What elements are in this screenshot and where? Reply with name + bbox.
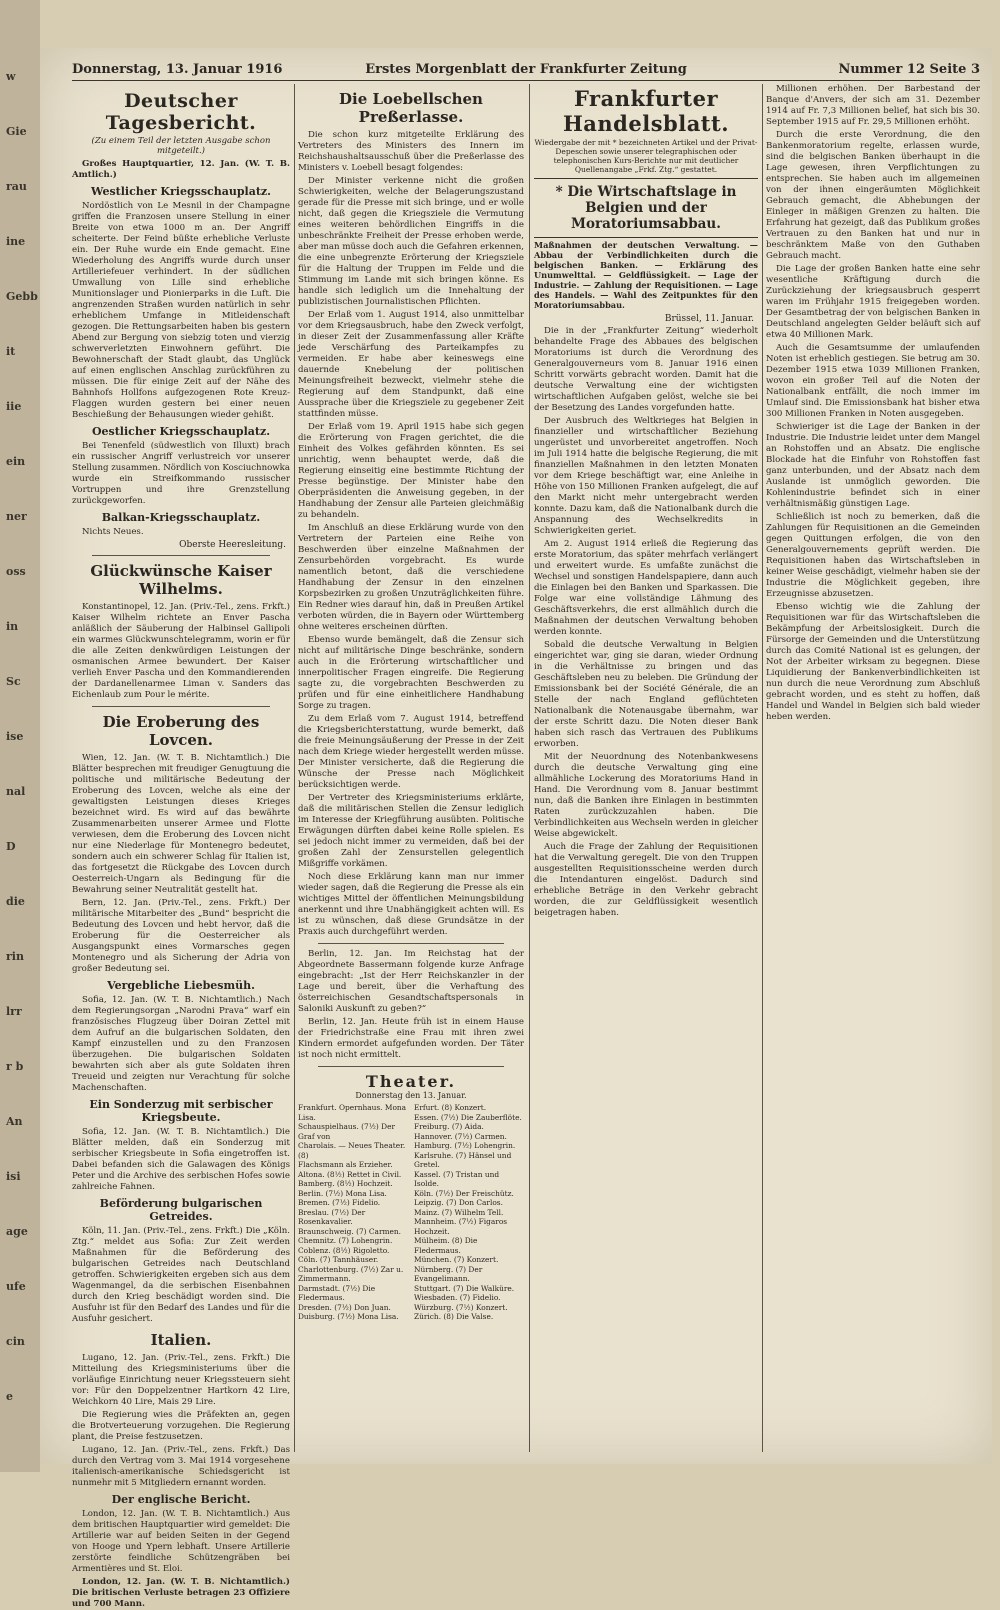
- margin-fragment: lrr: [6, 1005, 22, 1018]
- article-body: Bei Tenenfeld (südwestlich von Illuxt) brach ein russischer Angriff verlustreich vor unserer Stellung zusammen. Nördlich von Kosciuchnowka wurde ein Streifkommando russischer Vortruppen und ihre Grenzstellung zurückgeworfen.: [72, 441, 290, 506]
- margin-fragment: Gebb: [6, 290, 38, 303]
- margin-fragment: ine: [6, 235, 26, 248]
- article-paragraph: Zu dem Erlaß vom 7. August 1914, betreffend die Kriegsberichterstattung, wurde bemerkt, daß die freie Meinungsäußerung der Presse in der Zeit nach dem Kriege wieder hergestellt werden müsse. Der Minister versicherte, daß die Regierung die Wünsche der Presse nach Möglichkeit berücksichtigen werde.: [298, 714, 524, 790]
- section-heading-kriegsbeute: Ein Sonderzug mit serbischer Kriegsbeute.: [89, 1098, 273, 1124]
- margin-fragment: Gie: [6, 125, 27, 138]
- margin-fragment: rau: [6, 180, 27, 193]
- article-paragraph: Sobald die deutsche Verwaltung in Belgien eingerichtet war, ging sie daran, wieder Ordnung in die Verhältnisse zu bringen und das Geschäftsleben neu zu beleben. Die Gründung der Emissionsbank bei der Société Générale, die an Stelle der nach England geflüchteten Nationalbank die Notenausgabe übernahm, war der erste Schritt dazu. Die Noten dieser Bank haben sich rasch das Vertrauen des Publikums erworben.: [534, 640, 758, 749]
- article-body: Berlin, 12. Jan. Im Reichstag hat der Abgeordnete Bassermann folgende kurze Anfrage eingebracht: „Ist der Herr Reichskanzler in der Lage und bereit, über die Verhaftung des österreichischen Gesandtschaftspersonals in Saloniki Auskunft zu geben?“: [298, 949, 524, 1014]
- article-body: Nichts Neues.: [82, 527, 144, 537]
- column-rule: [529, 84, 530, 1452]
- theater-entry: Darmstadt. (7½) Die Fledermaus.: [298, 1283, 376, 1302]
- theater-entry: Würzburg. (7½) Konzert.: [414, 1302, 508, 1312]
- masthead-date: Donnerstag, 13. Januar 1916: [72, 62, 283, 77]
- article-paragraph: Durch die erste Verordnung, die den Bankenmoratorium regelte, erlassen wurde, sind die belgischen Banken überhaupt in die Lage gewesen, ihren Verpflichtungen zu entsprechen. Sie haben auch im allgemeinen von der ihnen eingeräumten Möglichkeit Gebrauch gemacht, die Abhebungen der Einleger in mäßigen Grenzen zu halten. Die Erfahrung hat gezeigt, daß das Publikum großes Vertrauen zu den Banken hat und nur in beschränktem Maße von den Guthaben Gebrauch macht.: [766, 130, 980, 261]
- section-heading-getreide: Beförderung bulgarischen Getreides.: [99, 1197, 263, 1223]
- article-body: Nordöstlich von Le Mesnil in der Champagne griffen die Franzosen unsere Stellung in einer Breite von etwa 1000 m an. Der Angriff scheiterte. Der Feind büßte erhebliche Verluste ein. Der Ruhe wurde ein Ende gemacht. Eine Wiederholung des Angriffs wurde durch unser Artilleriefeuer verhindert. In der südlichen Umwallung von Lille sind erhebliche Munitionslager und Pionierparks in die Luft. Die angrenzenden Straßen wurden natürlich in sehr erheblichem Umfange in Mitleidenschaft gezogen. Die Rettungsarbeiten haben bis gestern Abend zur Bergung von siebzig toten und vierzig schwerverletzten Einwohnern geführt. Die Bewohnerschaft der Stadt glaubt, das Unglück auf einen englischen Anschlag zurückführen zu müssen. Die für einige Zeit auf der Nähe des Bahnhofs Hollfons aufgezogenen Rote Kreuz-Flaggen wurden gestern bei einer neuen Beschießung der Behausungen wieder gehißt.: [72, 201, 290, 420]
- margin-fragment: die: [6, 895, 25, 908]
- theater-listing-left: [298, 1103, 408, 1322]
- theater-entry: Bremen. (7½) Fidelio.: [298, 1198, 381, 1207]
- theater-entry: Berlin. (7½) Mona Lisa.: [298, 1188, 387, 1198]
- margin-fragment: ein: [6, 455, 26, 468]
- margin-fragment: ufe: [6, 1280, 26, 1293]
- article-paragraph: Der Erlaß vom 19. April 1915 habe sich gegen die Erörterung von Fragen gerichtet, die die Einheit des Volkes gefährden könnten. Es sei unrichtig, wenn behauptet werde, daß die Regierung einseitig eine bestimmte Richtung der Presse begünstige. Der Minister habe den Oberpräsidenten die Anweisung gegeben, in der Handhabung der Zensur alle Parteien gleichmäßig zu behandeln.: [298, 422, 524, 520]
- handelsblatt-title: Frankfurter Handelsblatt.: [562, 86, 730, 136]
- theater-entry: Duisburg. (7½) Mona Lisa.: [298, 1312, 399, 1321]
- article-body: Lugano, 12. Jan. (Priv.-Tel., zens. Frkft.) Das durch den Vertrag vom 3. Mai 1914 vorgesehene italienisch-amerikanische Schiedsgericht ist nunmehr mit 5 Mitgliedern ernannt worden.: [72, 1445, 290, 1488]
- theater-entry: Mülheim. (8) Die Fledermaus.: [414, 1236, 478, 1255]
- theater-entry: Hannover. (7½) Carmen.: [414, 1131, 507, 1141]
- margin-fragment: ise: [6, 730, 24, 743]
- headline-wilhelm: Glückwünsche Kaiser Wilhelms.: [90, 562, 272, 598]
- headline-italien: Italien.: [150, 1331, 212, 1349]
- theater-entry: Dresden. (7½) Don Juan.: [298, 1302, 391, 1312]
- section-heading-england: Der englische Bericht.: [111, 1493, 251, 1506]
- article-body: London, 12. Jan. (W. T. B. Nichtamtlich.) Aus dem britischen Hauptquartier wird gemeldet: Die Artillerie war auf beiden Seiten in der Gegend von Hooge und Ypern lebhaft. Unsere Artillerie zerstörte feindliche Schützengräben bei Armentières und St. Eloi.: [72, 1509, 290, 1574]
- margin-fragment: iie: [6, 400, 22, 413]
- theater-entry: Altona. (8½) Rettet in Civil.: [298, 1169, 402, 1179]
- article-paragraph: Auch die Gesamtsumme der umlaufenden Noten ist erheblich gestiegen. Sie betrug am 30. Dezember 1915 etwa 1039 Millionen Franken, wovon ein großer Teil auf die Noten der Nationalbank entfällt, die noch immer im Umlauf sind. Die Emissionsbank hat bisher etwa 300 Millionen Franken in Noten ausgegeben.: [766, 343, 980, 419]
- theater-entry: Charolais. — Neues Theater. (8): [298, 1141, 406, 1160]
- theater-entry: Köln. (7½) Der Freischütz.: [414, 1188, 514, 1198]
- left-margin-strip: [0, 0, 40, 1472]
- article-paragraph: Der Erlaß vom 1. August 1914, also unmittelbar vor dem Kriegsausbruch, habe den Zweck verfolgt, in dieser Zeit der Zusammenfassung aller Kräfte jede Verschärfung des Parteikampfes zu vermeiden. Er habe aber keineswegs eine dauernde Knebelung der politischen Meinungsfreiheit bezweckt, vielmehr stehe die Regierung auf dem Standpunkt, daß eine Aussprache über die Kriegsziele zu gegebener Zeit stattfinden müsse.: [298, 310, 524, 419]
- margin-fragment: w: [6, 70, 16, 83]
- column-pressefreiheit: [298, 84, 524, 1452]
- article-paragraph: Schließlich ist noch zu bemerken, daß die Zahlungen für Requisitionen an die Gemeinden gegen Quittungen erfolgen, die von den Generalgouvernements geprüft werden. Die Requisitionen haben das Wirtschaftsleben in keiner Weise geschädigt, vielmehr haben sie der Industrie die Möglichkeit gegeben, ihre Erzeugnisse abzusetzen.: [766, 512, 980, 599]
- theater-entry: Cöln. (7) Tannhäuser.: [298, 1255, 379, 1264]
- article-belgien-continued: [766, 84, 980, 723]
- theater-entry: Bamberg. (8½) Hochzeit.: [298, 1179, 393, 1188]
- theater-entry: Stuttgart. (7) Die Walküre.: [414, 1283, 515, 1293]
- margin-fragment: e: [6, 1390, 13, 1403]
- divider: [318, 1066, 504, 1067]
- article-paragraph: Die in der „Frankfurter Zeitung“ wiederholt behandelte Frage des Abbaues des belgischen Moratoriums ist durch die Verordnung des Generalgouverneurs vom 8. Januar 1916 einen Schritt vorwärts gebracht worden. Damit hat die deutsche Verwaltung eine der wichtigsten wirtschaftlichen Aufgaben gelöst, welche sie bei der Besetzung des Landes vorgefunden hatte.: [534, 326, 758, 413]
- handelsblatt-note: Wiedergabe der mit * bezeichneten Artikel und der Privat-Depeschen sowie unserer telegraphischen oder telephonischen Kurs-Berichte nur mit deutlicher Quellenangabe „Frkf. Ztg.“ gestattet.: [534, 138, 758, 174]
- theater-entry: Zürich. (8) Die Valse.: [414, 1312, 494, 1321]
- section-heading-west: Westlicher Kriegsschauplatz.: [91, 185, 271, 198]
- article-paragraph: Ebenso wichtig wie die Zahlung der Requisitionen war für das Wirtschaftsleben die Bekämpfung der Arbeitslosigkeit. Durch die Fürsorge der Gemeinden und die Unterstützung durch das Comité National ist es gelungen, der Not der Arbeiter wirksam zu begegnen. Diese Liquidierung der Bankenverbindlichkeiten ist nun durch die neue Verordnung zum Abschluß gebracht worden, und es steht zu hoffen, daß Handel und Wandel in Belgien sich bald wieder heben werden.: [766, 602, 980, 722]
- article-body: Wien, 12. Jan. (W. T. B. Nichtamtlich.) Die Blätter besprechen mit freudiger Genugtuung die politische und militärische Bedeutung der Eroberung des Lovcen, welche als eine der gewaltigsten Leistungen dieses Krieges bezeichnet wird. Es wird auf das bewährte Zusammenarbeiten unserer Armee und Flotte verwiesen, dem die Eroberung des Lovcen nicht nur eine Niederlage für Montenegro bedeutet, sondern auch ein schwerer Schlag für Italien ist, das fortgesetzt die Rückgabe des Lovcen durch Oesterreich-Ungarn als Bedingung für die Bewahrung seiner Neutralität gestellt hat.: [72, 753, 290, 895]
- article-body: Lugano, 12. Jan. (Priv.-Tel., zens. Frkft.) Die Mitteilung des Kriegsministeriums über die vorläufige Einrichtung neuer Kriegssteuern sieht vor: Für den Doppelzentner Hartkorn 42 Lire, Weichkorn 40 Lire, Mais 29 Lire.: [72, 1353, 290, 1407]
- headline-presserlasse: Die Loebellschen Preßerlasse.: [339, 90, 483, 126]
- margin-fragment: oss: [6, 565, 26, 578]
- margin-fragment: nal: [6, 785, 26, 798]
- article-presserlasse: [298, 130, 524, 938]
- theater-entry: Braunschweig. (7) Carmen.: [298, 1226, 401, 1236]
- margin-fragment: isi: [6, 1170, 21, 1183]
- margin-fragment: r b: [6, 1060, 24, 1073]
- column-rule: [762, 84, 763, 1452]
- article-paragraph: Der Vertreter des Kriegsministeriums erklärte, daß die militärischen Stellen die Zensur lediglich im Interesse der Kriegführung ausübten. Politische Erwägungen dürften dabei keine Rolle spielen. Es sei jedoch nicht immer zu vermeiden, daß bei der großen Zahl der Zensurstellen gelegentlich Mißgriffe vorkämen.: [298, 793, 524, 869]
- margin-fragment: ner: [6, 510, 27, 523]
- theater-entry: Mannheim. (7½) Figaros Hochzeit.: [414, 1217, 508, 1236]
- article-body: Sofia, 12. Jan. (W. T. B. Nichtamtlich.) Nach dem Regierungsorgan „Narodni Prava“ warf ein französisches Flugzeug über Doiran Zettel mit dem Aufruf an die bulgarischen Soldaten, den Kampf einzustellen und zu den Franzosen überzugehen. Die bulgarischen Soldaten bewahrten sich aber als gute Soldaten ihren Treueid und zeigten nur Verachtung für solche Machenschaften.: [72, 995, 290, 1093]
- theater-entry: Essen. (7½) Die Zauberflöte.: [414, 1112, 522, 1122]
- headline-note: (Zu einem Teil der letzten Ausgabe schon mitgeteilt.): [91, 136, 271, 156]
- margin-fragment: it: [6, 345, 16, 358]
- margin-fragment: rin: [6, 950, 24, 963]
- theater-entry: Frankfurt. Opernhaus. Mona Lisa.: [298, 1103, 407, 1122]
- margin-fragment: in: [6, 620, 19, 633]
- article-paragraph: Auch die Frage der Zahlung der Requisitionen hat die Verwaltung geregelt. Die von den Truppen ausgestellten Requisitionsscheine werden durch die Intendanturen eingelöst. Dadurch sind erhebliche Beträge in den Verkehr gebracht worden, die zur Geldflüssigkeit wesentlich beigetragen haben.: [534, 842, 758, 918]
- article-paragraph: Schwieriger ist die Lage der Banken in der Industrie. Die Industrie leidet unter dem Mangel an Rohstoffen und an Absatz. Die englische Blockade hat die Einfuhr von Rohstoffen fast ganz unterbunden, und der Absatz nach dem Auslande ist unmöglich geworden. Die Kohlenindustrie befindet sich in einer verhältnismäßig günstigen Lage.: [766, 422, 980, 509]
- article-paragraph: Die schon kurz mitgeteilte Erklärung des Vertreters des Ministers des Innern im Reichshaushaltsausschuß über die Preßerlasse des Ministers v. Loebell besagt folgendes:: [298, 130, 524, 173]
- article-body: Bern, 12. Jan. (Priv.-Tel., zens. Frkft.) Der militärische Mitarbeiter des „Bund“ bespricht die Bedeutung des Lovcen und hebt hervor, daß die Eroberung für die Oesterreicher als Ausgangspunkt eines Vormarsches gegen Montenegro und als Sicherung der Adria von großer Bedeutung sei.: [72, 898, 290, 974]
- newspaper-page: [40, 48, 992, 1609]
- theater-entry: Kassel. (7) Tristan und Isolde.: [414, 1169, 500, 1188]
- article-body: London, 12. Jan. (W. T. B. Nichtamtlich.) Die britischen Verluste betragen 23 Offiziere und 700 Mann.: [72, 1577, 290, 1609]
- article-paragraph: Die Lage der großen Banken hatte eine sehr wesentliche Kräftigung durch die Zurückziehung der kriegsausbruch gesperrt waren im Frühjahr 1915 freigegeben worden. Der Gesamtbetrag der von belgischen Banken in Deutschland angelegten Gelder beläuft sich auf etwa 40 Millionen Mark.: [766, 264, 980, 340]
- theater-listing: [298, 1103, 524, 1322]
- article-body: Köln, 11. Jan. (Priv.-Tel., zens. Frkft.) Die „Köln. Ztg.“ meldet aus Sofia: Zur Zeit werden Maßnahmen für die Beförderung des bulgarischen Getreides nach Deutschland getroffen. Schwierigkeiten ergeben sich aus dem Wagenmangel, da die serbischen Eisenbahnen durch den Krieg beschädigt worden sind. Die Ausfuhr ist für den Bedarf des Landes und für die Ausfuhr gesichert.: [72, 1226, 290, 1324]
- margin-fragment: Sc: [6, 675, 21, 688]
- masthead-title: Erstes Morgenblatt der Frankfurter Zeitung: [365, 62, 687, 77]
- margin-fragment: D: [6, 840, 16, 853]
- article-paragraph: Der Ausbruch des Weltkrieges hat Belgien in finanzieller und wirtschaftlicher Beziehung ungerüstet und unvorbereitet angetroffen. Noch im Juli 1914 hatte die belgische Regierung, die mit finanziellen Maßnahmen in den letzten Monaten vor dem Kriege beschäftigt war, eine Anleihe in Höhe von 150 Millionen Franken aufgelegt, die auf den Markt nicht mehr untergebracht werden konnte. Dazu kam, daß die Nationalbank durch die Anspannung des Wechselkredits in Schwierigkeiten geriet.: [534, 416, 758, 536]
- theater-entry: Mainz. (7) Wilhelm Tell.: [414, 1207, 504, 1217]
- headline-tagesbericht: Deutscher Tagesbericht.: [105, 90, 257, 134]
- column-handelsblatt: [534, 84, 758, 1452]
- margin-fragment: cin: [6, 1335, 25, 1348]
- article-paragraph: Am 2. August 1914 erließ die Regierung das erste Moratorium, das später mehrfach verlängert und erweitert wurde. Es umfaßte zunächst die Wechsel und sonstigen Handelspapiere, dann auch die Einlagen bei den Banken und Sparkassen. Die Folge war eine vollständige Lähmung des Geschäftsverkehrs, die erst allmählich durch die Maßnahmen der deutschen Verwaltung behoben werden konnte.: [534, 539, 758, 637]
- theater-entry: Charlottenburg. (7½) Zar u. Zimmermann.: [298, 1264, 404, 1283]
- column-handelsblatt-continued: [766, 84, 980, 1452]
- theater-entry: Hamburg. (7½) Lohengrin.: [414, 1141, 516, 1150]
- margin-fragment: An: [6, 1115, 23, 1128]
- theater-entry: Leipzig. (7) Don Carlos.: [414, 1198, 503, 1207]
- theater-entry: Erfurt. (8) Konzert.: [414, 1103, 487, 1112]
- theater-entry: Coblenz. (8½) Rigoletto.: [298, 1245, 390, 1255]
- article-body: Die Regierung wies die Präfekten an, gegen die Brotverteuerung vorzugehen. Die Regierung plant, die Preise festzusetzen.: [72, 1410, 290, 1442]
- theater-entry: Nürnberg. (7) Der Evangelimann.: [414, 1264, 483, 1283]
- article-paragraph: Noch diese Erklärung kann man nur immer wieder sagen, daß die Regierung die Presse als ein wichtiges Mittel der öffentlichen Meinungsbildung anerkennt und ihre Unabhängigkeit achten will. Es ist zu wünschen, daß diese Grundsätze in der Praxis auch durchgeführt werden.: [298, 872, 524, 937]
- theater-heading: Theater.: [365, 1072, 457, 1091]
- theater-entry: Freiburg. (7) Aida.: [414, 1122, 484, 1131]
- headline-belgien: * Die Wirtschaftslage in Belgien und der Moratoriumsabbau.: [555, 184, 737, 232]
- article-paragraph: Millionen erhöhen. Der Barbestand der Banque d'Anvers, der sich am 31. Dezember 1914 auf Fr. 7,3 Millionen belief, hat sich bis 30. September 1915 auf Fr. 29,5 Millionen erhöht.: [766, 84, 980, 127]
- headline-lovcen: Die Eroberung des Lovcen.: [102, 713, 260, 749]
- divider: [318, 943, 504, 944]
- article-summary: Maßnahmen der deutschen Verwaltung. — Abbau der Verbindlichkeiten durch die belgischen Banken. — Erklärung des Unumwelttal. — Geldflüssigkeit. — Lage der Industrie. — Zahlung der Requisitionen. — Lage des Handels. — Wahl des Zeitpunktes für den Moratoriumsabbau.: [534, 240, 758, 310]
- article-paragraph: Ebenso wurde bemängelt, daß die Zensur sich nicht auf militärische Dinge beschränke, sondern auch in die Erörterung wirtschaftlicher und innerpolitischer Fragen eingreife. Die Regierung sagte zu, die vorgebrachten Beschwerden zu prüfen und für eine einheitlichere Handhabung Sorge zu tragen.: [298, 635, 524, 711]
- theater-entry: Wiesbaden. (7) Fidelio.: [414, 1293, 501, 1302]
- article-title-box: [534, 178, 758, 238]
- signature: Oberste Heeresleitung.: [179, 540, 286, 550]
- masthead-page-number: Nummer 12 Seite 3: [838, 62, 980, 77]
- theater-entry: Karlsruhe. (7) Hänsel und Gretel.: [414, 1150, 512, 1169]
- theater-listing-right: [414, 1103, 524, 1322]
- divider: [92, 555, 270, 556]
- article-paragraph: Mit der Neuordnung des Notenbankwesens durch die deutsche Verwaltung ging eine allmähliche Lockerung des Moratoriums Hand in Hand. Die Verordnung vom 8. Januar bestimmt nun, daß die Banken ihre Einlagen in bestimmten Raten zurückzuzahlen haben. Die Verbindlichkeiten aus Wechseln werden in gleicher Weise abgewickelt.: [534, 752, 758, 839]
- section-heading-east: Oestlicher Kriegsschauplatz.: [91, 425, 271, 438]
- article-body: Konstantinopel, 12. Jan. (Priv.-Tel., zens. Frkft.) Kaiser Wilhelm richtete an Enver Pascha anläßlich der Säuberung der Halbinsel Gallipoli ein warmes Glückwunschtelegramm, worin er für die alle Zeiten denkwürdigen Leistungen der osmanischen Armee bewundert. Der Kaiser verlieh Enver Pascha und den Kommandierenden der Dardanellenarmee Liman v. Sanders das Eichenlaub zum Pour le mérite.: [72, 602, 290, 700]
- masthead: [72, 60, 980, 81]
- article-body: Berlin, 12. Jan. Heute früh ist in einem Hause der Friedrichstraße eine Frau mit ihren zwei Kindern ermordet aufgefunden worden. Der Täter ist noch nicht ermittelt.: [298, 1017, 524, 1060]
- article-dateline: Großes Hauptquartier, 12. Jan. (W. T. B. Amtlich.): [72, 159, 290, 180]
- article-paragraph: Im Anschluß an diese Erklärung wurde von den Vertretern der Parteien eine Reihe von Beschwerden über einzelne Maßnahmen der Zensurbehörden vorgebracht. Es wurde namentlich betont, daß die verschiedene Handhabung der Zensur in den einzelnen Korpsbezirken zu großen Unzuträglichkeiten führe. Ein Redner wies darauf hin, daß in Preußen Artikel verboten würden, die in Bayern oder Württemberg ohne weiteres erscheinen dürften.: [298, 523, 524, 632]
- article-belgien: [534, 326, 758, 919]
- theater-entry: Breslau. (7½) Der Rosenkavalier.: [298, 1207, 366, 1226]
- article-dateline: Brüssel, 11. Januar.: [664, 314, 754, 324]
- theater-entry: Chemnitz. (7) Lohengrin.: [298, 1236, 393, 1245]
- margin-fragment: age: [6, 1225, 28, 1238]
- column-rule: [294, 84, 295, 1452]
- column-tagesbericht: [72, 84, 290, 1609]
- theater-entry: Schauspielhaus. (7½) Der Graf von: [298, 1122, 395, 1141]
- section-heading-liebesmueh: Vergebliche Liebesmüh.: [107, 979, 255, 992]
- article-paragraph: Der Minister verkenne nicht die großen Schwierigkeiten, welche der Belagerungszustand gerade für die Presse mit sich bringe, und er wolle nicht, daß gegen die Kriegsziele die Vermutung eines weiteren behördlichen Eingriffs in die unbeschränkte Freiheit der Presse erhoben werde, aber man müsse doch auch die Gefahren erkennen, die eine unbegrenzte Erörterung der Kriegsziele für die Haltung der Truppen im Felde und die Stimmung im Lande mit sich bringen könne. Es handle sich lediglich um die Innehaltung der publizistischen Journalistischen Pflichten.: [298, 176, 524, 307]
- section-heading-balkan: Balkan-Kriegsschauplatz.: [101, 511, 261, 524]
- article-body: Sofia, 12. Jan. (W. T. B. Nichtamtlich.) Die Blätter melden, daß ein Sonderzug mit serbischer Kriegsbeute in Sofia eingetroffen ist. Dabei befanden sich die Galawagen des Königs Peter und die Archive des serbischen Hofes sowie zahlreiche Fahnen.: [72, 1127, 290, 1192]
- divider: [92, 706, 270, 707]
- theater-entry: Flachsmann als Erzieher.: [298, 1160, 393, 1169]
- theater-date: Donnerstag den 13. Januar.: [355, 1091, 467, 1100]
- theater-entry: München. (7) Konzert.: [414, 1255, 499, 1264]
